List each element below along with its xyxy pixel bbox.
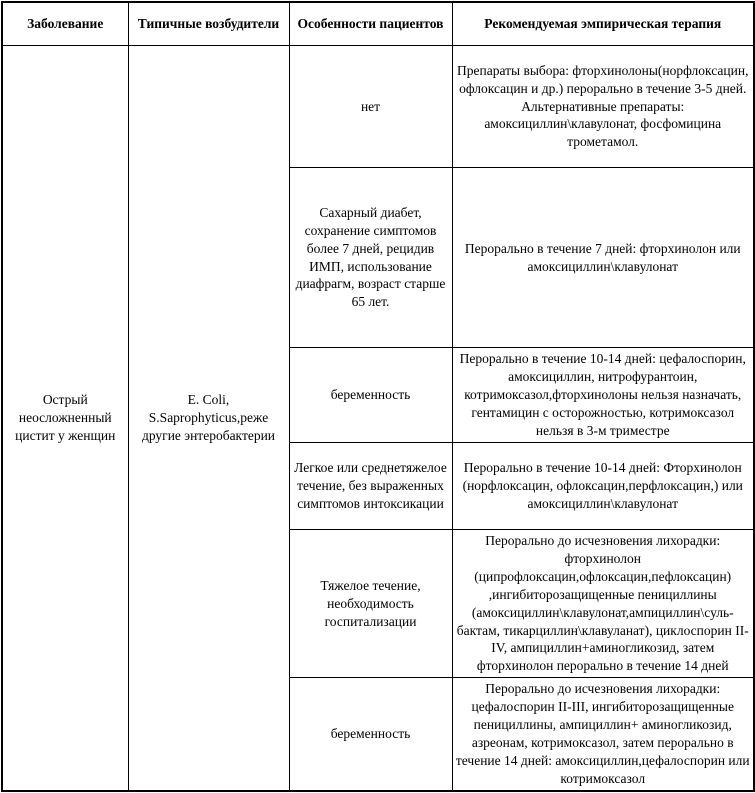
pathogens-cell: E. Coli, S.Saprophyticus,реже другие энтеробактерии <box>128 46 289 792</box>
therapy-cell: Перорально до исчезновения лихорадки: цефалоспорин II-III, ингибиторозащищенные пенициллины, ампициллин+ аминогликозид, азреонам, котримоксазол, затем перорально в течение 14 дней: амоксициллин,цефалоспорин или котримоксазол <box>452 678 754 791</box>
features-cell: Тяжелое течение, необходимость госпитализации <box>289 529 452 678</box>
therapy-cell: Перорально в течение 10-14 дней: Фторхинолон (норфлоксацин, офлоксацин,перфлоксацин,) или амоксициллин\клавулонат <box>452 442 754 529</box>
features-cell: беременность <box>289 348 452 443</box>
header-pathogens: Типичные возбудители <box>128 2 289 46</box>
features-cell: Сахарный диабет, сохранение симптомов более 7 дней, рецидив ИМП, использование диафрагм, возраст старше 65 лет. <box>289 168 452 348</box>
therapy-cell: Перорально в течение 7 дней: фторхинолон или амоксициллин\клавулонат <box>452 168 754 348</box>
therapy-cell: Перорально до исчезновения лихорадки: фторхинолон (ципрофлоксацин,офлоксацин,пефлоксацин) ,ингибиторозащищенные пенициллины (амоксициллин\клавулонат,ампициллин\суль-бактам, тикарциллин\клавуланат), циклоспорин II-IV, ампициллин+аминогликозид, затем фторхинолон перорально в течение 14 дней <box>452 529 754 678</box>
header-disease: Заболевание <box>2 2 128 46</box>
features-cell: беременность <box>289 678 452 791</box>
header-patient-features: Особенности пациентов <box>289 2 452 46</box>
header-row <box>2 2 754 46</box>
disease-cell: Острый неосложненный цистит у женщин <box>2 46 128 792</box>
therapy-cell: Препараты выбора: фторхинолоны(норфлоксацин, офлоксацин и др.) перорально в течение 3-5 дней. Альтернативные препараты: амоксициллин\клавулонат, фосфомицина трометамол. <box>452 46 754 168</box>
table-row <box>2 46 754 168</box>
features-cell: нет <box>289 46 452 168</box>
features-cell: Легкое или среднетяжелое течение, без выраженных симптомов интоксикации <box>289 442 452 529</box>
header-therapy: Рекомендуемая эмпирическая терапия <box>452 2 754 46</box>
empirical-therapy-table <box>1 1 755 792</box>
therapy-cell: Перорально в течение 10-14 дней: цефалоспорин, амоксициллин, нитрофурантоин, котримоксазол,фторхинолоны нельзя назначать, гентамицин с осторожностью, котримоксазол нельзя в 3-м триместре <box>452 348 754 443</box>
